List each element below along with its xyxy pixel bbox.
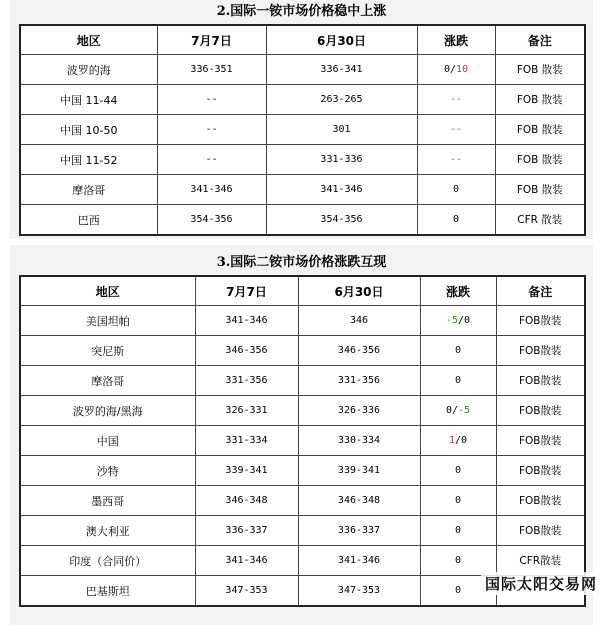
table-row bbox=[20, 396, 585, 426]
table-row bbox=[20, 486, 585, 516]
jun30-price-cell: 336-337 bbox=[298, 516, 420, 546]
jul7-price-cell: 336-351 bbox=[157, 55, 266, 85]
note-cell: FOB 散装 bbox=[495, 175, 585, 205]
jul7-price-cell: 354-356 bbox=[157, 205, 266, 236]
change-value: -5 bbox=[445, 315, 458, 326]
note-cell: CFR 散装 bbox=[495, 205, 585, 236]
change-value: -- bbox=[449, 154, 463, 165]
table-row bbox=[20, 426, 585, 456]
change-cell bbox=[417, 205, 495, 236]
jun30-price-cell: 326-336 bbox=[298, 396, 420, 426]
region-cell: 巴西 bbox=[20, 205, 157, 236]
region-cell: 突尼斯 bbox=[20, 336, 195, 366]
jun30-price-cell: 346-356 bbox=[298, 336, 420, 366]
col-header-region: 地区 bbox=[20, 25, 157, 55]
col-header-note: 备注 bbox=[495, 25, 585, 55]
change-cell bbox=[417, 175, 495, 205]
col-header-jun30: 6月30日 bbox=[266, 25, 417, 55]
change-cell bbox=[420, 456, 496, 486]
change-cell bbox=[417, 115, 495, 145]
col-header-jun30: 6月30日 bbox=[298, 276, 420, 306]
change-value: 0 bbox=[452, 184, 460, 195]
note-cell: FOB 散装 bbox=[495, 55, 585, 85]
note-cell: FOB 散装 bbox=[495, 145, 585, 175]
jun30-price-cell: 301 bbox=[266, 115, 417, 145]
jun30-price-cell: 336-341 bbox=[266, 55, 417, 85]
change-value: -5 bbox=[458, 405, 471, 416]
table-panel-di bbox=[10, 245, 593, 625]
change-cell bbox=[417, 85, 495, 115]
table-title-di: 3.国际二铵市场价格涨跌互现 bbox=[216, 255, 387, 270]
change-cell bbox=[420, 306, 496, 336]
col-header-jul7: 7月7日 bbox=[157, 25, 266, 55]
note-cell: FOB散装 bbox=[496, 486, 585, 516]
change-cell bbox=[420, 486, 496, 516]
note-cell: FOB 散装 bbox=[495, 115, 585, 145]
col-header-change: 涨跌 bbox=[420, 276, 496, 306]
change-value: 0 bbox=[454, 525, 462, 536]
header-row bbox=[20, 25, 585, 55]
jun30-price-cell: 347-353 bbox=[298, 576, 420, 607]
note-cell: FOB散装 bbox=[496, 336, 585, 366]
change-value: 0/ bbox=[443, 64, 456, 75]
change-value: /0 bbox=[458, 315, 471, 326]
change-cell bbox=[420, 396, 496, 426]
jul7-price-cell: -- bbox=[157, 145, 266, 175]
change-value: 10 bbox=[456, 64, 469, 75]
change-value: 0 bbox=[454, 375, 462, 386]
note-cell: FOB散装 bbox=[496, 516, 585, 546]
change-value: 1 bbox=[448, 435, 455, 446]
region-cell: 中国 11-44 bbox=[20, 85, 157, 115]
note-cell: FOB散装 bbox=[496, 366, 585, 396]
region-cell: 巴基斯坦 bbox=[20, 576, 195, 607]
change-value: 0 bbox=[454, 465, 462, 476]
region-cell: 美国坦帕 bbox=[20, 306, 195, 336]
price-table-mono bbox=[19, 24, 586, 236]
region-cell: 中国 bbox=[20, 426, 195, 456]
jun30-price-cell: 354-356 bbox=[266, 205, 417, 236]
change-cell bbox=[420, 546, 496, 576]
jul7-price-cell: 336-337 bbox=[195, 516, 298, 546]
region-cell: 摩洛哥 bbox=[20, 366, 195, 396]
note-cell: CFR散装 bbox=[496, 546, 585, 576]
jun30-price-cell: 331-336 bbox=[266, 145, 417, 175]
region-cell: 沙特 bbox=[20, 456, 195, 486]
jul7-price-cell: 326-331 bbox=[195, 396, 298, 426]
region-cell: 澳大利亚 bbox=[20, 516, 195, 546]
price-table-di bbox=[19, 275, 586, 607]
header-row bbox=[20, 276, 585, 306]
jun30-price-cell: 341-346 bbox=[266, 175, 417, 205]
change-value: 0 bbox=[454, 585, 462, 596]
table-row bbox=[20, 115, 585, 145]
jun30-price-cell: 263-265 bbox=[266, 85, 417, 115]
jul7-price-cell: 347-353 bbox=[195, 576, 298, 607]
change-cell bbox=[420, 366, 496, 396]
jul7-price-cell: -- bbox=[157, 115, 266, 145]
change-value: -- bbox=[449, 94, 463, 105]
jul7-price-cell: 341-346 bbox=[157, 175, 266, 205]
change-value: /0 bbox=[454, 435, 468, 446]
region-cell: 波罗的海 bbox=[20, 55, 157, 85]
table-row bbox=[20, 366, 585, 396]
table-panel-mono bbox=[10, 0, 593, 239]
change-value: 0 bbox=[454, 555, 462, 566]
watermark-logo: 国际太阳交易网 bbox=[481, 572, 601, 595]
change-cell bbox=[417, 55, 495, 85]
table-row bbox=[20, 85, 585, 115]
table-title-mono: 2.国际一铵市场价格稳中上涨 bbox=[216, 4, 387, 19]
table-row bbox=[20, 55, 585, 85]
note-cell: FOB散装 bbox=[496, 396, 585, 426]
jul7-price-cell: 331-356 bbox=[195, 366, 298, 396]
table-row bbox=[20, 336, 585, 366]
col-header-note: 备注 bbox=[496, 276, 585, 306]
jun30-price-cell: 339-341 bbox=[298, 456, 420, 486]
note-cell: FOB 散装 bbox=[495, 85, 585, 115]
change-cell bbox=[420, 426, 496, 456]
change-value: -- bbox=[449, 124, 463, 135]
table-row bbox=[20, 175, 585, 205]
jul7-price-cell: 346-356 bbox=[195, 336, 298, 366]
region-cell: 摩洛哥 bbox=[20, 175, 157, 205]
jul7-price-cell: 339-341 bbox=[195, 456, 298, 486]
region-cell: 中国 11-52 bbox=[20, 145, 157, 175]
region-cell: 墨西哥 bbox=[20, 486, 195, 516]
jul7-price-cell: 346-348 bbox=[195, 486, 298, 516]
jun30-price-cell: 341-346 bbox=[298, 546, 420, 576]
col-header-jul7: 7月7日 bbox=[195, 276, 298, 306]
jun30-price-cell: 346 bbox=[298, 306, 420, 336]
jul7-price-cell: 341-346 bbox=[195, 546, 298, 576]
table-row bbox=[20, 516, 585, 546]
region-cell: 波罗的海/黑海 bbox=[20, 396, 195, 426]
region-cell: 中国 10-50 bbox=[20, 115, 157, 145]
table-row bbox=[20, 306, 585, 336]
table-row bbox=[20, 205, 585, 236]
change-value: 0 bbox=[452, 214, 460, 225]
change-cell bbox=[420, 516, 496, 546]
table-row bbox=[20, 456, 585, 486]
table-row bbox=[20, 546, 585, 576]
note-cell: FOB散装 bbox=[496, 426, 585, 456]
change-value: 0 bbox=[454, 345, 462, 356]
jul7-price-cell: 331-334 bbox=[195, 426, 298, 456]
col-header-region: 地区 bbox=[20, 276, 195, 306]
jun30-price-cell: 346-348 bbox=[298, 486, 420, 516]
jun30-price-cell: 331-356 bbox=[298, 366, 420, 396]
change-value: 0 bbox=[454, 495, 462, 506]
note-cell: FOB散装 bbox=[496, 306, 585, 336]
change-cell bbox=[417, 145, 495, 175]
jun30-price-cell: 330-334 bbox=[298, 426, 420, 456]
note-cell: FOB散装 bbox=[496, 456, 585, 486]
table-row bbox=[20, 145, 585, 175]
col-header-change: 涨跌 bbox=[417, 25, 495, 55]
change-value: 0/ bbox=[445, 405, 458, 416]
region-cell: 印度（合同价） bbox=[20, 546, 195, 576]
jul7-price-cell: -- bbox=[157, 85, 266, 115]
jul7-price-cell: 341-346 bbox=[195, 306, 298, 336]
change-cell bbox=[420, 336, 496, 366]
